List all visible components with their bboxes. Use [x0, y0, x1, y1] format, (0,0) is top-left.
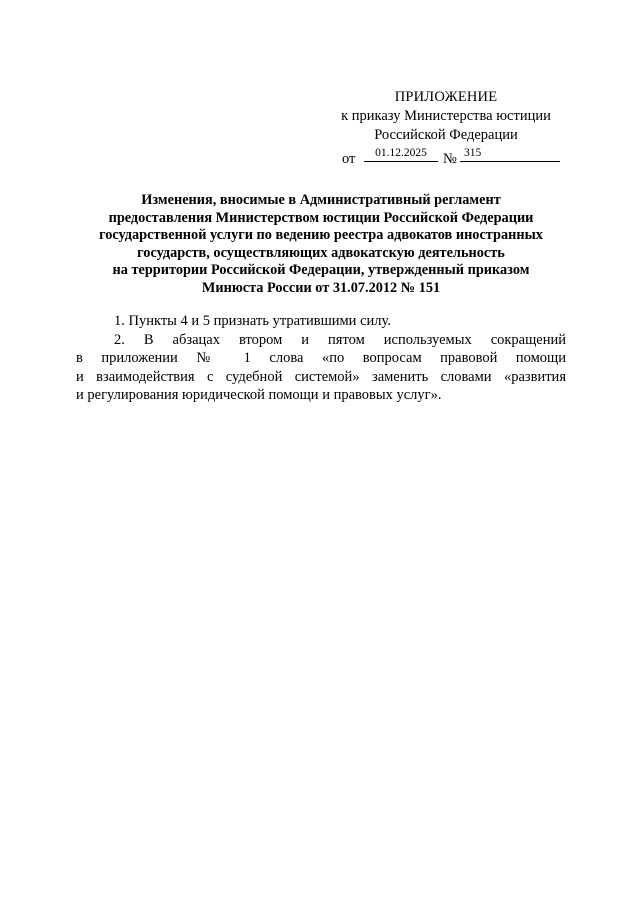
paragraph-item-2-line: и взаимодействия с судебной системой» заменить словами «развития: [76, 368, 566, 385]
order-date-number-line: [330, 146, 562, 166]
document-heading: [76, 192, 566, 297]
order-number: 315: [460, 146, 560, 162]
appendix-line-order: к приказу Министерства юстиции: [341, 108, 551, 124]
number-label: №: [443, 151, 457, 167]
heading-line: государств, осуществляющих адвокатскую деятельность: [137, 244, 505, 261]
heading-line: Минюста России от 31.07.2012 № 151: [201, 279, 441, 296]
paragraph-item-2-line: и регулирования юридической помощи и правовых услуг».: [76, 387, 442, 403]
from-label: от: [342, 151, 356, 167]
heading-line: Изменения, вносимые в Административный регламент: [141, 192, 501, 208]
heading-line: на территории Российской Федерации, утвержденный приказом: [112, 262, 530, 278]
document-body: [76, 312, 566, 405]
paragraph-item-2-line: в приложении № 1 слова «по вопросам правовой помощи: [76, 350, 566, 366]
appendix-line-country: Российской Федерации: [374, 127, 518, 143]
appendix-block: [330, 88, 562, 166]
heading-line: государственной услуги по ведению реестра адвокатов иностранных: [99, 227, 543, 243]
paragraph-item-2-line: 2. В абзацах втором и пятом используемых сокращений: [114, 331, 566, 348]
paragraph-item-1: 1. Пункты 4 и 5 признать утратившими силу.: [114, 313, 391, 329]
appendix-title: ПРИЛОЖЕНИЕ: [394, 89, 498, 105]
heading-line: предоставления Министерством юстиции Российской Федерации: [108, 209, 534, 226]
order-date: 01.12.2025: [364, 146, 438, 162]
